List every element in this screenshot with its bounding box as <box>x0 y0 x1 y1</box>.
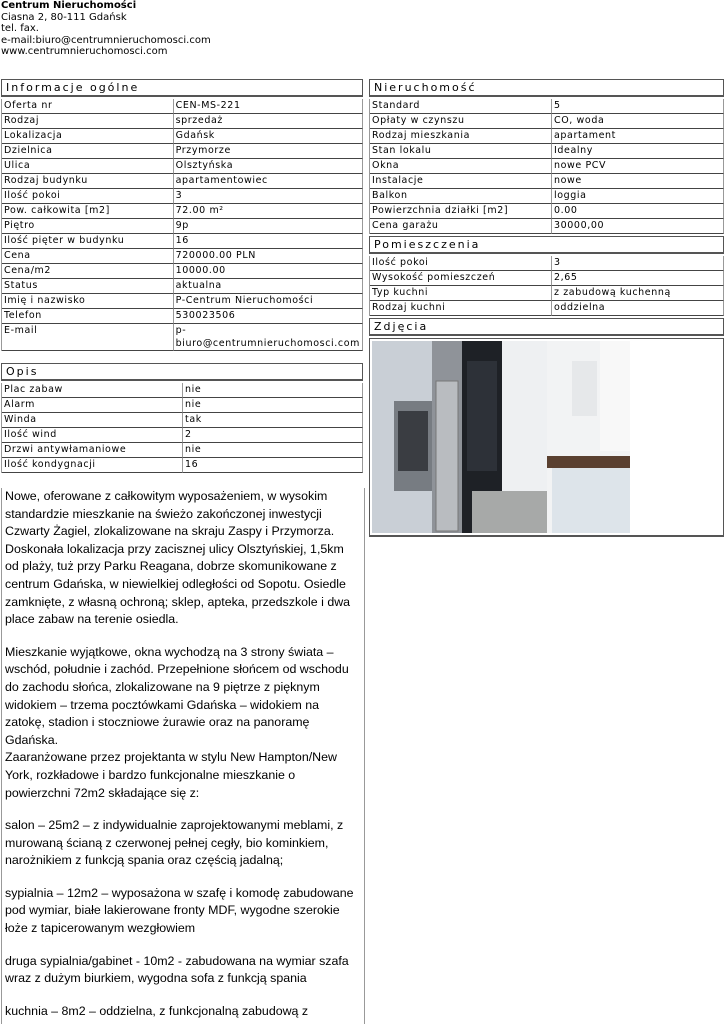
table-row <box>2 189 363 204</box>
row-label: Cena/m2 <box>2 264 174 279</box>
row-label: Powierzchnia działki [m2] <box>370 204 552 219</box>
table-row <box>2 114 363 129</box>
row-value: 530023506 <box>174 309 363 324</box>
row-value: 2 <box>183 428 363 443</box>
left-column <box>1 79 363 473</box>
row-value: loggia <box>552 189 724 204</box>
table-row <box>2 279 363 294</box>
row-value: Gdańsk <box>174 129 363 144</box>
row-label: Dzielnica <box>2 144 174 159</box>
row-value: Olsztyńska <box>174 159 363 174</box>
row-value: Przymorze <box>174 144 363 159</box>
kitchen-photo[interactable] <box>372 341 630 533</box>
table-row <box>2 264 363 279</box>
table-row <box>370 114 724 129</box>
row-label: Ilość pokoi <box>2 189 174 204</box>
row-value: Idealny <box>552 144 724 159</box>
description-paragraph: salon – 25m2 – z indywidualnie zaprojektowanymi meblami, z murowaną ścianą z czerwonej pełnej cegły, bio kominkiem, narożnikiem z funkcją spania oraz częścią jadalną; <box>5 818 344 868</box>
table-row <box>2 428 363 443</box>
agency-phone: tel. fax. <box>1 23 39 34</box>
row-label: Oferta nr <box>2 99 174 114</box>
table-row <box>2 159 363 174</box>
table-row <box>370 286 724 301</box>
table-row <box>370 301 724 316</box>
agency-website[interactable]: www.centrumnieruchomosci.com <box>1 46 168 57</box>
agency-address: Ciasna 2, 80-111 Gdańsk <box>1 11 127 23</box>
row-label: Winda <box>2 413 183 428</box>
table-row <box>2 204 363 219</box>
table-row <box>2 398 363 413</box>
table-row <box>2 294 363 309</box>
row-value: tak <box>183 413 363 428</box>
row-value: 16 <box>183 458 363 473</box>
row-value: z zabudową kuchenną <box>552 286 724 301</box>
row-label: E-mail <box>2 324 174 351</box>
table-row <box>370 256 724 271</box>
row-label: Ilość wind <box>2 428 183 443</box>
description-paragraph: druga sypialnia/gabinet - 10m2 - zabudowana na wymiar szafa wraz z dużym biurkiem, wygodna sofa z funkcją spania <box>5 953 349 986</box>
table-row <box>370 219 724 234</box>
table-row <box>370 271 724 286</box>
row-label: Lokalizacja <box>2 129 174 144</box>
description-paragraph: Nowe, oferowane z całkowitym wyposażeniem, w wysokim standardzie mieszkanie na świeżo zakończonej inwestycji Czwarty Żagiel, zlokalizowane na skraju Zaspy i Przymorza. Doskonała lokalizacja przy zacisznej ulicy Olsztyńskiej, 1,5km od plaży, tuż przy Parku Reagana, dobrze skomunikowane z centrum Gdańska, w niewielkiej odległości od Sopotu. Osiedle zamknięte, z własną ochroną; sklep, apteka, przedszkole i dwa place zabaw na terenie osiedla. <box>5 489 351 627</box>
table-row <box>2 99 363 114</box>
table-row <box>2 413 363 428</box>
row-value: 720000.00 PLN <box>174 249 363 264</box>
row-value: P-Centrum Nieruchomości <box>174 294 363 309</box>
row-label: Cena <box>2 249 174 264</box>
table-row <box>2 144 363 159</box>
row-value: 16 <box>174 234 363 249</box>
row-value: CEN-MS-221 <box>174 99 363 114</box>
agency-email[interactable]: e-mail:biuro@centrumnieruchomosci.com <box>1 34 211 46</box>
row-label: Standard <box>370 99 552 114</box>
table-row <box>2 383 363 398</box>
table-row <box>370 159 724 174</box>
row-label: Stan lokalu <box>370 144 552 159</box>
rooms-table <box>370 256 724 316</box>
row-label: Okna <box>370 159 552 174</box>
row-value: sprzedaż <box>174 114 363 129</box>
agency-name: Centrum Nieruchomości <box>1 0 137 11</box>
row-label: Ilość pokoi <box>370 256 552 271</box>
row-value: nie <box>183 383 363 398</box>
row-label: Balkon <box>370 189 552 204</box>
row-value: 72.00 m² <box>174 204 363 219</box>
description-paragraph: sypialnia – 12m2 – wyposażona w szafę i komodę zabudowane pod wymiar, białe lakierowane fronty MDF, wygodne szerokie łoże z tapicerowanym wezgłowiem <box>5 885 354 936</box>
rooms-section-title: Pomieszczenia <box>369 236 724 254</box>
description-text <box>1 488 365 1024</box>
row-value: 30000,00 <box>552 219 724 234</box>
row-value: apartament <box>552 129 724 144</box>
property-section-title: Nieruchomość <box>369 79 724 97</box>
row-label: Telefon <box>2 309 174 324</box>
row-value: CO, woda <box>552 114 724 129</box>
agency-header <box>1 0 211 58</box>
row-label: Drzwi antywłamaniowe <box>2 443 183 458</box>
row-value: 5 <box>552 99 724 114</box>
row-label: Ilość pięter w budynku <box>2 234 174 249</box>
row-value: 9p <box>174 219 363 234</box>
table-row <box>370 129 724 144</box>
table-row <box>370 204 724 219</box>
table-row <box>2 443 363 458</box>
row-label: Imię i nazwisko <box>2 294 174 309</box>
row-value: apartamentowiec <box>174 174 363 189</box>
row-label: Typ kuchni <box>370 286 552 301</box>
table-row <box>370 144 724 159</box>
general-info-table <box>2 99 363 351</box>
row-label: Rodzaj budynku <box>2 174 174 189</box>
table-row <box>2 174 363 189</box>
table-row <box>2 129 363 144</box>
row-label: Plac zabaw <box>2 383 183 398</box>
row-label: Rodzaj <box>2 114 174 129</box>
property-table <box>370 99 724 234</box>
photos-section-title: Zdjęcia <box>369 318 724 336</box>
row-value: 0.00 <box>552 204 724 219</box>
opis-section-title: Opis <box>1 363 363 381</box>
row-value: nie <box>183 398 363 413</box>
row-label: Status <box>2 279 174 294</box>
row-label: Rodzaj kuchni <box>370 301 552 316</box>
table-row <box>370 174 724 189</box>
row-label: Alarm <box>2 398 183 413</box>
table-row <box>370 99 724 114</box>
row-label: Wysokość pomieszczeń <box>370 271 552 286</box>
table-row <box>2 324 363 351</box>
table-row <box>2 234 363 249</box>
general-section-title: Informacje ogólne <box>1 79 363 97</box>
table-row <box>2 458 363 473</box>
row-value: nowe <box>552 174 724 189</box>
table-row <box>2 249 363 264</box>
row-value: 3 <box>552 256 724 271</box>
row-label: Pow. całkowita [m2] <box>2 204 174 219</box>
description-paragraph: kuchnia – 8m2 – oddzielna, z funkcjonalną zabudową z <box>5 1003 309 1018</box>
opis-table <box>2 383 363 473</box>
row-label: Rodzaj mieszkania <box>370 129 552 144</box>
row-label: Ulica <box>2 159 174 174</box>
photo-frame <box>369 338 724 537</box>
row-value: 10000.00 <box>174 264 363 279</box>
description-paragraph: Mieszkanie wyjątkowe, okna wychodzą na 3 strony świata – wschód, południe i zachód. Przepełnione słońcem od wschodu do zachodu słońca, zlokalizowane na 9 piętrze z pięknym widokiem – trzema pocztówkami Gdańska – widokiem na zatokę, stadion i stoczniowe żurawie oraz na panoramę Gdańska. Zaaranżowane przez projektanta w stylu New Hampton/New York, rozkładowe i bardzo funkcjonalne mieszkanie o powierzchni 72m2 składające się z: <box>5 644 349 800</box>
row-label: Opłaty w czynszu <box>370 114 552 129</box>
row-label: Ilość kondygnacji <box>2 458 183 473</box>
row-value: aktualna <box>174 279 363 294</box>
row-label: Instalacje <box>370 174 552 189</box>
row-value: 2,65 <box>552 271 724 286</box>
row-label: Piętro <box>2 219 174 234</box>
table-row <box>2 309 363 324</box>
row-value: nowe PCV <box>552 159 724 174</box>
table-row <box>370 189 724 204</box>
right-column <box>369 79 724 537</box>
row-value: nie <box>183 443 363 458</box>
row-value: oddzielna <box>552 301 724 316</box>
row-label: Cena garażu <box>370 219 552 234</box>
row-value: 3 <box>174 189 363 204</box>
table-row <box>2 219 363 234</box>
row-value: p- biuro@centrumnieruchomosci.com <box>174 324 363 351</box>
